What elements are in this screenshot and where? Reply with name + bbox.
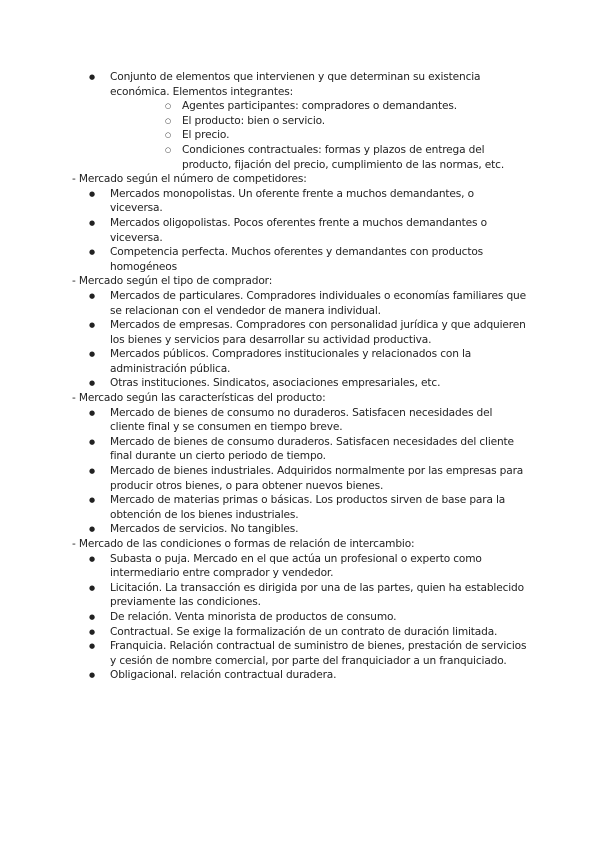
list-item-text: Conjunto de elementos que intervienen y que determinan su existencia económica. Elementos integrantes:: [110, 71, 481, 98]
list-item: ● Mercados públicos. Compradores institucionales y relacionados con la administración pública.: [72, 347, 528, 376]
section-heading: - Mercado según el tipo de comprador:: [72, 275, 273, 288]
list-item: ● Competencia perfecta. Muchos oferentes y demandantes con productos homogéneos: [72, 245, 528, 274]
sub-list-item: [110, 143, 528, 172]
sub-list-item-text: Agentes participantes: compradores o demandantes.: [182, 100, 457, 113]
list-item: ● Mercado de materias primas o básicas. Los productos sirven de base para la obtención de los bienes industriales.: [72, 493, 528, 522]
sub-list-item-text: Condiciones contractuales: formas y plazos de entrega del producto, fijación del precio, cumplimiento de las normas, etc.: [182, 143, 505, 171]
section-list: [72, 187, 528, 275]
section-list: [72, 289, 528, 391]
section-heading: - Mercado según el número de competidores:: [72, 173, 307, 186]
sub-list-item: [110, 99, 528, 114]
list-item: ● Mercado de bienes de consumo duraderos. Satisfacen necesidades del cliente final durante un cierto periodo de tiempo.: [72, 435, 528, 464]
section-heading: - Mercado según las características del producto:: [72, 392, 326, 405]
intro-sublist: [110, 99, 528, 172]
sub-list-item: [110, 128, 528, 143]
sub-list-item: [110, 114, 528, 129]
intro-list: [72, 70, 528, 172]
list-item: ● Mercados monopolistas. Un oferente frente a muchos demandantes, o viceversa.: [72, 187, 528, 216]
section-list: [72, 406, 528, 537]
list-item: ● Mercados de servicios. No tangibles.: [72, 522, 528, 537]
section-heading: - Mercado de las condiciones o formas de relación de intercambio:: [72, 538, 415, 550]
list-item: ● Mercado de bienes de consumo no duraderos. Satisfacen necesidades del cliente final y se consumen en tiempo breve.: [72, 406, 528, 435]
document-content: [72, 70, 528, 683]
list-item: ● Licitación. La transacción es dirigida por una de las partes, quien ha establecido previamente las condiciones.: [72, 581, 528, 610]
list-item: ● De relación. Venta minorista de productos de consumo.: [72, 610, 528, 625]
list-item: ● Mercados oligopolistas. Pocos oferentes frente a muchos demandantes o viceversa.: [72, 216, 528, 245]
list-item: ● Subasta o puja. Mercado en el que actúa un profesional o experto como intermediario entre comprador y vendedor.: [72, 552, 528, 581]
list-item: ● Otras instituciones. Sindicatos, asociaciones empresariales, etc.: [72, 376, 528, 391]
list-item: ● Mercado de bienes industriales. Adquiridos normalmente por las empresas para producir otros bienes, o para obtener nuevos bienes.: [72, 464, 528, 493]
sub-list-item-text: El producto: bien o servicio.: [182, 114, 325, 127]
list-item: ● Contractual. Se exige la formalización de un contrato de duración limitada.: [72, 625, 528, 640]
list-item: [72, 70, 528, 172]
list-item: ● Mercados de empresas. Compradores con personalidad jurídica y que adquieren los bienes y servicios para desarrollar su actividad productiva.: [72, 318, 528, 347]
list-item: ● Franquicia. Relación contractual de suministro de bienes, prestación de servicios y cesión de nombre comercial, por parte del franquiciador a un franquiciado.: [72, 639, 528, 668]
sub-list-item-text: El precio.: [182, 129, 230, 142]
list-item: ● Obligacional. relación contractual duradera.: [72, 668, 528, 683]
list-item: ● Mercados de particulares. Compradores individuales o economías familiares que se relacionan con el vendedor de manera individual.: [72, 289, 528, 318]
section-list: [72, 552, 528, 683]
